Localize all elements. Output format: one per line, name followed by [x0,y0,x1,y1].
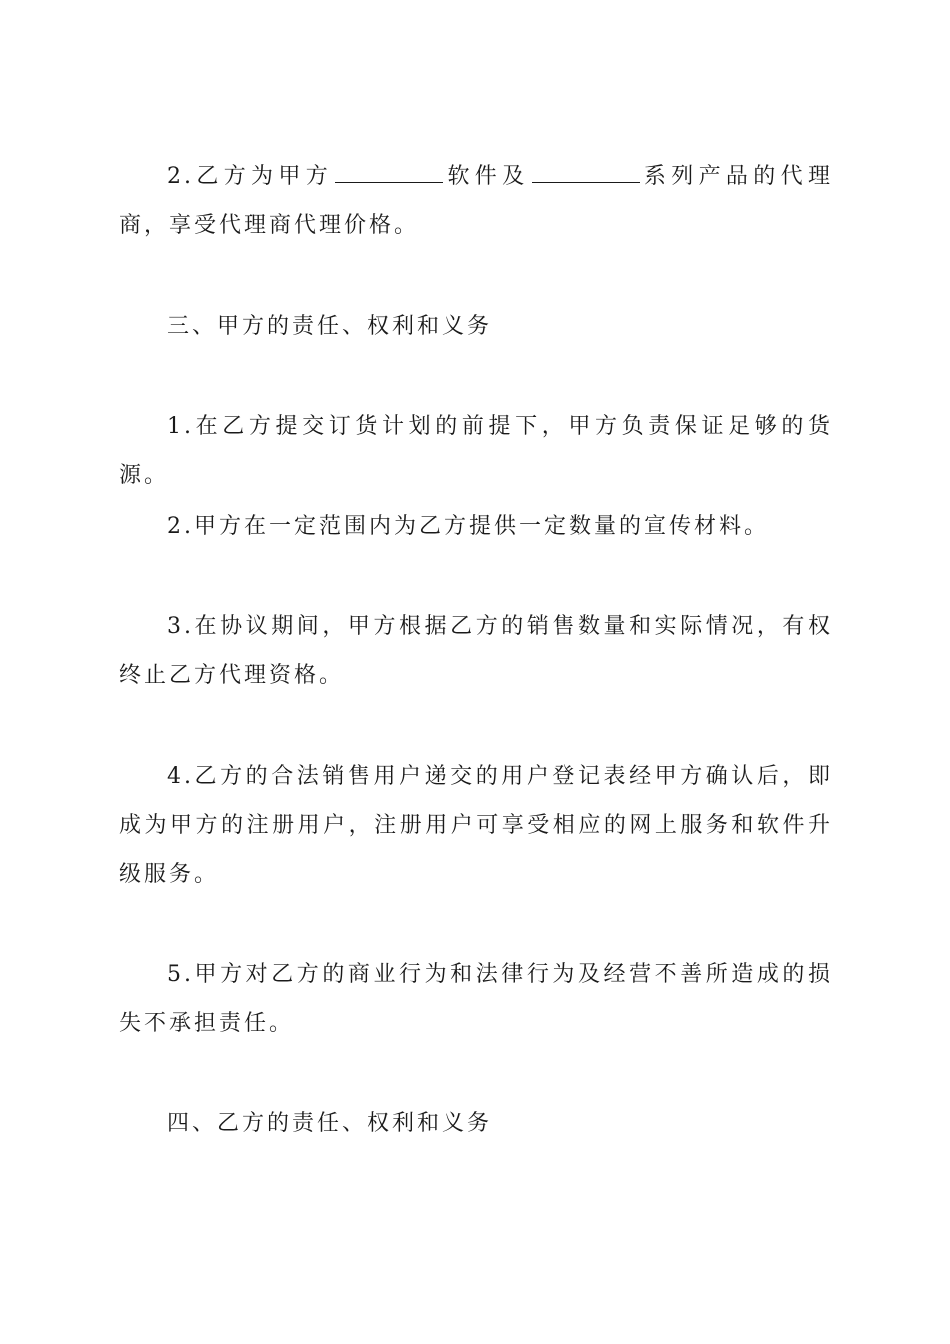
blank-field-product-series [532,156,640,183]
section-3-heading: 三、甲方的责任、权利和义务 [167,314,493,339]
blank-field-software [335,156,443,183]
clause-2-agency-paragraph [119,152,833,250]
section-3-item-4: 4.乙方的合法销售用户递交的用户登记表经甲方确认后，即成为甲方的注册用户，注册用户可享受相应的网上服务和软件升级服务。 [119,764,833,887]
clause-2-mid: 软件及 [445,164,530,189]
section-3-item-1: 1.在乙方提交订货计划的前提下，甲方负责保证足够的货源。 [119,414,833,488]
clause-2-tail: 系列产品的代理商，享受代理商代理价格。 [119,164,833,238]
clause-2-lead: 2.乙方为甲方 [167,164,334,189]
section-4-heading: 四、乙方的责任、权利和义务 [167,1111,493,1136]
section-3-item-3: 3.在协议期间，甲方根据乙方的销售数量和实际情况，有权终止乙方代理资格。 [119,614,833,688]
section-3-item-2: 2.甲方在一定范围内为乙方提供一定数量的宣传材料。 [167,514,769,539]
section-3-item-5: 5.甲方对乙方的商业行为和法律行为及经营不善所造成的损失不承担责任。 [119,962,833,1036]
